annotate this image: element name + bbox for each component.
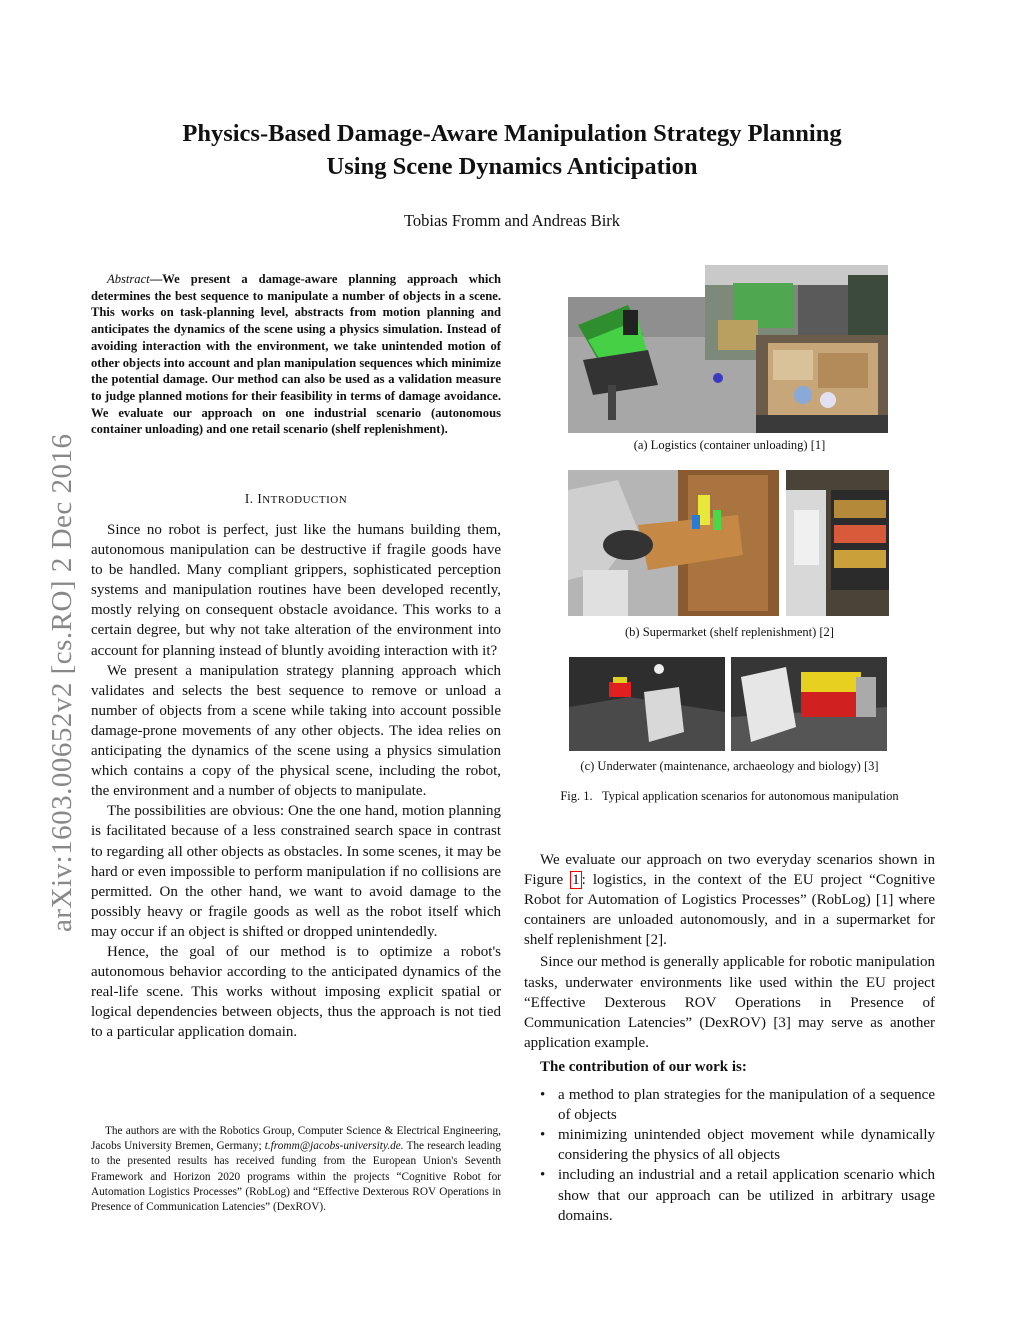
- contribution-list: [524, 1085, 935, 1226]
- right-paragraph: Since our method is generally applicable for robotic manipulation tasks, underwater environments like used within the EU project “Effective Dexterous ROV Operations in Presence of Communication Latencies” (DexROV) [3] may serve as another application example.: [524, 954, 935, 1051]
- footnote: The authors are with the Robotics Group, Computer Science & Electrical Engineering, Jacobs University Bremen, Germany; t.fromm@jacobs-university.de. The research leading to the presented results has received funding from the European Union's Seventh Framework and Horizon 2020 programs within the projects “Cognitive Robot for Automation Logistics Processes” (RobLog) and “Effective Dexterous ROV Operations in Presence of Communication Latencies” (DexROV).: [91, 1125, 501, 1214]
- supermarket-sim-illustration: [568, 470, 779, 616]
- intro-paragraph: Since no robot is perfect, just like the humans building them, autonomous manipulation can be destructive if fragile goods have to be handled. Many compliant grippers, sophisticated perception systems and manipulation routines have been developed recently, mostly relying on consequent obstacle avoidance. This works to a certain degree, but why not take alteration of the environment into account for planning instead of bluntly avoiding interaction with it?: [91, 522, 501, 659]
- author-list: Tobias Fromm and Andreas Birk: [403, 211, 621, 230]
- intro-paragraph: The possibilities are obvious: One the one hand, motion planning is facilitated because of a less constrained search space in contrast to regarding all other objects as obstacles. In some scenes, it may be hard or even impossible to perform manipulation if no collisions are permitted. On the other hand, we want to avoid damage to the possibly heavy or fragile goods as well as the robot itself which may occur if an object is shifted or dropped unintendedly.: [91, 803, 501, 940]
- right-paragraph: We evaluate our approach on two everyday scenarios shown in Figure 1 : logistics, in the context of the EU project “Cognitive Robot for Automation of Logistics Processes” (RobLog) [1] where containers are unloaded autonomously, and in a supermarket for shelf replenishment [2].: [524, 852, 935, 949]
- arxiv-stamp: [0, 0, 78, 1325]
- footnote-email: t.fromm@jacobs-university.de.: [264, 1140, 404, 1153]
- list-item: • a method to plan strategies for the manipulation of a sequence of objects: [558, 1085, 935, 1125]
- introduction-body: [91, 520, 501, 1042]
- list-item: • minimizing unintended object movement while dynamically considering the physics of all objects: [558, 1125, 935, 1165]
- figure-1b-caption: (b) Supermarket (shelf replenishment) [2]: [625, 625, 834, 639]
- figure-1c-caption: (c) Underwater (maintenance, archaeology and biology) [3]: [580, 759, 879, 773]
- figure-1b-image-photo: [786, 470, 889, 616]
- figure-1a-image: [568, 265, 888, 433]
- intro-paragraph: We present a manipulation strategy planning approach which validates and selects the best sequence to remove or unload a number of objects from a scene while taking into account possible damage-prone movements of any other objects. The idea relies on anticipating the dynamics of the scene using a physics simulation which contains a copy of the physical scene, including the robot, the environment and a number of objects to manipulate.: [91, 662, 501, 800]
- figure-1a-caption: (a) Logistics (container unloading) [1]: [633, 438, 826, 452]
- abstract-text: We present a damage-aware planning approach which determines the best sequence to manipulate a number of objects in a scene. This works on task-planning level, abstracts from motion planning and anticipates the dynamics of the scene using a physics simulation. Instead of avoiding interaction with the environment, we take unintended motion of other objects into account and plan manipulation sequences which minimize the potential damage. Our method can also be used as a validation measure to judge planned motions for their feasibility in terms of damage avoidance. We evaluate our approach on one industrial scenario (autonomous container unloading) and one retail scenario (shelf replenishment).: [91, 272, 501, 437]
- section-heading-introduction: I. INTRODUCTION: [244, 491, 348, 506]
- underwater-scene-right-illustration: [731, 657, 887, 751]
- logistics-scene-illustration: [568, 265, 888, 433]
- underwater-scene-left-illustration: [569, 657, 725, 751]
- contribution-heading: The contribution of our work is:: [540, 1058, 747, 1075]
- figure-reference-link[interactable]: 1: [572, 872, 580, 889]
- figure-1c-image-right: [731, 657, 887, 751]
- figure-1b-image-sim: [568, 470, 779, 616]
- abstract: Abstract—We present a damage-aware planning approach which determines the best sequence to manipulate a number of objects in a scene. This works on task-planning level, abstracts from motion planning and anticipates the dynamics of the scene using a physics simulation. Instead of avoiding interaction with the environment, we take unintended motion of other objects into account and plan manipulation sequences which minimize the potential damage. Our method can also be used as a validation measure to judge planned motions for their feasibility in terms of damage avoidance. We evaluate our approach on one industrial scenario (autonomous container unloading) and one retail scenario (shelf replenishment).: [91, 272, 501, 437]
- arxiv-id: arXiv:1603.00652v2 [cs.RO] 2 Dec 2016: [46, 433, 78, 932]
- figure-1c-image-left: [569, 657, 725, 751]
- supermarket-photo-illustration: [786, 470, 889, 616]
- abstract-label: Abstract: [107, 272, 150, 286]
- figure-1-caption: Fig. 1. Typical application scenarios for autonomous manipulation: [560, 789, 899, 803]
- paper-title: Physics-Based Damage-Aware Manipulation Strategy Planning Using Scene Dynamics Anticipation: [182, 120, 842, 180]
- intro-paragraph: Hence, the goal of our method is to optimize a robot's autonomous behavior according to the anticipated dynamics of the real-life scene. This works without imposing explicit spatial or logical dependencies between objects, thus the approach is not tied to a particular application domain.: [91, 943, 501, 1041]
- list-item: • including an industrial and a retail application scenario which show that our approach can be utilized in arbitrary usage domains.: [558, 1165, 935, 1225]
- right-column-body: [524, 850, 935, 1226]
